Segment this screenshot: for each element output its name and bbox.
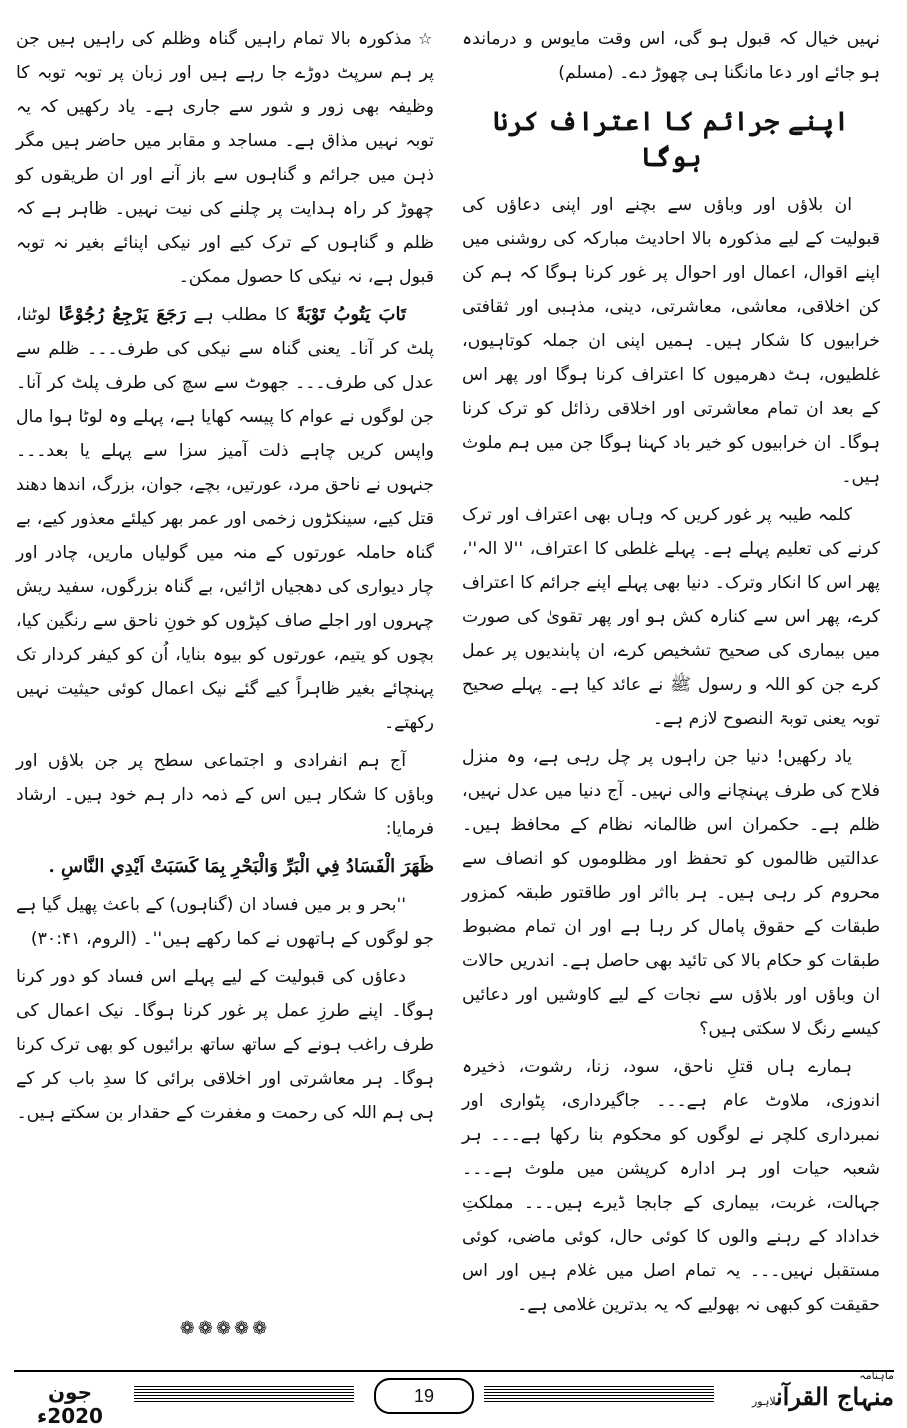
left-column <box>16 22 434 1134</box>
arabic-phrase: تَابَ يَتُوبُ تَوْبَةً <box>296 304 406 325</box>
page-footer <box>14 1369 894 1428</box>
paragraph: دعاؤں کی قبولیت کے لیے پہلے اس فساد کو دور کرنا ہوگا۔ اپنے طرزِ عمل پر غور کرنا ہوگا۔ نیک اعمال کی طرف راغب ہونے کے ساتھ ساتھ برائیوں کو بھی ترک کرنا ہوگا۔ ہر معاشرتی اور اخلاقی برائی کا سدِ باب کر کے ہی ہم اللہ کی رحمت و مغفرت کے حقدار بن سکتے ہیں۔ <box>16 967 434 1123</box>
paragraph: کلمہ طیبہ پر غور کریں کہ وہاں بھی اعتراف اور ترک کرنے کی تعلیم پہلے ہے۔ پہلے غلطی کا اعتراف، ''لا الہ''، پھر اس کا انکار وترک۔ دنیا بھی پہلے اپنے جرائم کا اعتراف کرے، پھر اس سے کنارہ کش ہو اور پھر تقویٰ کی صورت میں بیماری کی صحیح تشخیص کرے، ان پابندیوں پر عمل کرے جن کو اللہ و رسول ﷺ نے عائد کیا ہے۔ پہلے صحیح توبہ یعنی توبۃ النصوح لازم ہے۔ <box>462 505 880 729</box>
magazine-city: لاہور <box>751 1395 776 1408</box>
paragraph: یاد رکھیں! دنیا جن راہوں پر چل رہی ہے، وہ منزل فلاح کی طرف پہنچانے والی نہیں۔ آج دنیا میں عدل نہیں، ظلم ہے۔ حکمران اس ظالمانہ نظام کے محافظ ہیں۔ عدالتیں ظالموں کو تحفظ اور مظلوموں کو انصاف سے محروم کر رہی ہیں۔ ہر بااثر اور طاقتور طبقہ کمزور طبقات کے حقوق پامال کر رہا ہے اور ان تمام مضبوط طبقات کو حکام بالا کی تائید بھی حاصل ہے۔ اندریں حالات ان وباؤں اور بلاؤں سے نجات کے لیے کاوشیں اور دعائیں کیسے رنگ لا سکتی ہیں؟ <box>462 747 880 1039</box>
quran-ayah: ظَهَرَ الْفَسَادُ فِي الْبَرِّ وَالْبَحْرِ بِمَا كَسَبَتْ اَيْدِي النَّاسِ . <box>48 856 434 877</box>
decorative-lines <box>134 1386 354 1404</box>
end-ornament-icon: ❁❁❁❁❁ <box>179 1318 271 1339</box>
paragraph-text: لوٹنا، پلٹ کر آنا۔ یعنی گناہ سے نیکی کی طرف۔۔۔ ظلم سے عدل کی طرف۔۔۔ جھوٹ سے سچ کی طرف پلٹ کر آنا۔ جن لوگوں نے عوام کا پیسہ کھایا ہے، پہلے وہ لوٹا ہوا مال واپس کریں چاہے ذلت آمیز سزا سے پہلے یا بعد۔۔۔ جنہوں نے ناحق مرد، عورتیں، بچے، جوان، بزرگ، اندھا دھند قتل کیے، سینکڑوں زخمی اور عمر بھر کیلئے معذور کیے، بے گناہ حاملہ عورتوں کے منہ میں گولیاں ماریں، چادر اور چار دیواری کی دھجیاں اڑائیں، بے گناہ بزرگوں، سفید ریش چہروں اور اجلے صاف کپڑوں کو خونِ ناحق سے رنگین کیا، بچوں کو یتیم، عورتوں کو بیوہ بنایا، اُن کو کیفر کردار تک پہنچائے بغیر ظاہراً کیے گئے نیک اعمال کوئی حیثیت نہیں رکھتے۔ <box>16 305 434 733</box>
paragraph <box>16 22 434 294</box>
paragraph-text: کا مطلب ہے <box>185 305 297 325</box>
paragraph: آج ہم انفرادی و اجتماعی سطح پر جن بلاؤں اور وباؤں کا شکار ہیں اس کے ذمہ دار ہم خود ہیں۔ ارشاد فرمایا: <box>16 751 434 839</box>
issue-date: جون 2020ء <box>37 1380 103 1428</box>
page-number: 19 <box>374 1378 474 1414</box>
paragraph <box>16 298 434 740</box>
right-column <box>462 22 880 1326</box>
magazine-label: ماہنامہ <box>859 1369 894 1382</box>
magazine-name: منہاج القرآن <box>775 1382 894 1411</box>
ayah-translation: ''بحر و بر میں فساد ان (گناہوں) کے باعث پھیل گیا ہے جو لوگوں کے ہاتھوں نے کما رکھے ہیں''۔ (الروم، ۳۰:۴۱) <box>16 895 434 949</box>
magazine-logo <box>714 1370 894 1411</box>
paragraph: ان بلاؤں اور وباؤں سے بچنے اور اپنی دعاؤں کی قبولیت کے لیے مذکورہ بالا احادیث مبارکہ کی روشنی میں اپنے اقوال، اعمال اور احوال پر غور کرنا ہوگا کہ ہم کن کن اخلاقی، معاشی، معاشرتی، دینی، مذہبی اور ثقافتی خرابیوں کا شکار ہیں۔ ہمیں اپنی ان جملہ کوتاہیوں، غلطیوں، ہٹ دھرمیوں کا اعتراف کرنا ہوگا اور پھر اس کے بعد ان تمام معاشرتی اور اخلاقی رذائل کو ترک کرنا ہوگا۔ ان خرابیوں کو خیر باد کہنا ہوگا جن میں ہم ملوث ہیں۔ <box>462 195 880 487</box>
star-icon: ☆ <box>417 29 434 48</box>
arabic-phrase: رَجَعَ يَرْجِعُ رُجُوْعًا <box>58 304 186 325</box>
paragraph: ہمارے ہاں قتلِ ناحق، سود، زنا، رشوت، ذخیرہ اندوزی، ملاوٹ عام ہے۔۔۔ جاگیرداری، پٹواری اور نمبرداری کلچر نے لوگوں کو محکوم بنا رکھا ہے۔۔۔ ہر شعبہ حیات اور ہر ادارہ کرپشن میں ملوث ہے۔۔۔ جہالت، غربت، بیماری کے جابجا ڈیرے ہیں۔۔۔ مملکتِ خداداد کے رہنے والوں کا کوئی حال، کوئی ماضی، کوئی مستقبل نہیں۔۔۔ یہ تمام اصل میں غلام ہیں اور اس حقیقت کو کبھی نہ بھولیے کہ یہ بدترین غلامی ہے۔ <box>462 1057 880 1315</box>
paragraph: نہیں خیال کہ قبول ہو گی، اس وقت مایوس و درماندہ ہو جائے اور دعا مانگنا ہی چھوڑ دے۔ (مسلم) <box>462 29 880 83</box>
decorative-lines <box>484 1386 714 1404</box>
section-heading: اپنے جرائم کا اعتراف کرنا ہوگا <box>492 107 850 173</box>
footer-bar <box>14 1369 894 1428</box>
paragraph-text: مذکورہ بالا تمام راہیں گناہ وظلم کی راہیں ہیں جن پر ہم سرپٹ دوڑے جا رہے ہیں اور زبان پر توبہ توبہ کا وظیفہ بھی زور و شور سے جاری ہے۔ یاد رکھیں کہ یہ توبہ نہیں مذاق ہے۔ مساجد و مقابر میں حاضر ہیں مگر ذہن میں جرائم و گناہوں سے باز آنے اور ان طریقوں کو چھوڑ کر راہ ہدایت پر چلنے کی نیت نہیں۔ ظاہر ہے کہ ظلم و گناہوں کے ترک کیے اور نیکی اپنائے بغیر نہ توبہ قبول ہے، نہ نیکی کا حصول ممکن۔ <box>16 29 434 287</box>
